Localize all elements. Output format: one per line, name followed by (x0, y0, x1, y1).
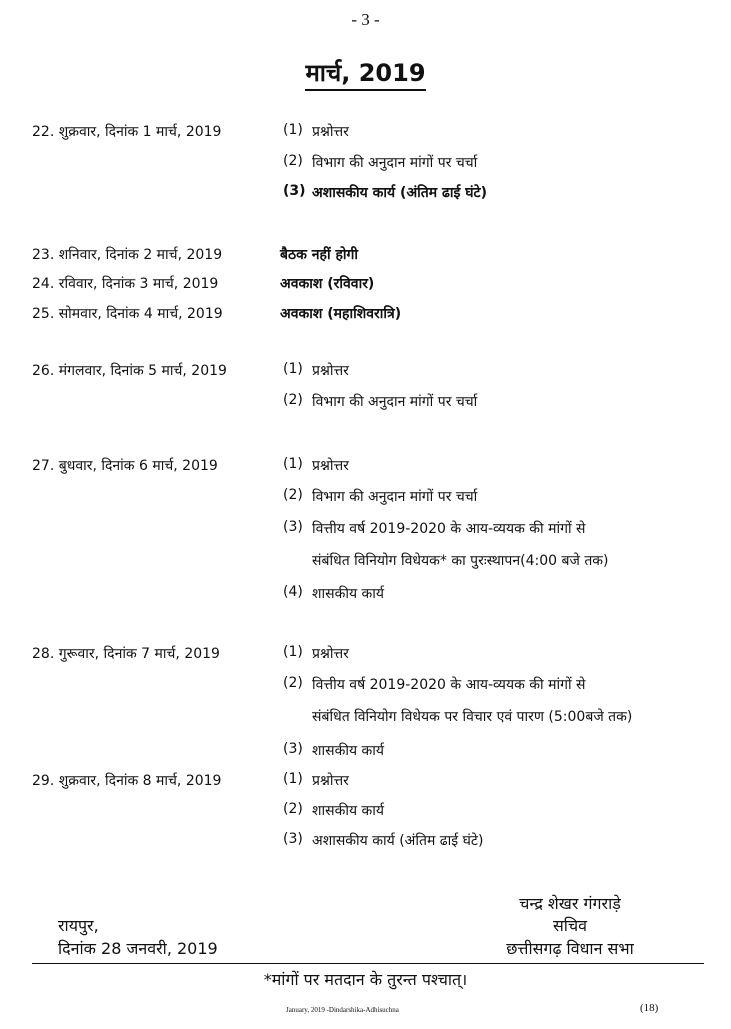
agenda-item: प्रश्नोत्तर (312, 646, 349, 662)
item-number: (2) (283, 801, 303, 817)
agenda-item: प्रश्नोत्तर (312, 458, 349, 474)
agenda-item: अशासकीय कार्य (अंतिम ढाई घंटे) (312, 185, 487, 201)
issue-date: दिनांक 28 जनवरी, 2019 (58, 939, 218, 958)
agenda-item: शासकीय कार्य (312, 586, 385, 602)
item-number: (2) (283, 153, 303, 169)
month-heading (0, 56, 731, 89)
agenda-item: विभाग की अनुदान मांगों पर चर्चा (312, 489, 478, 505)
item-number: (1) (283, 361, 303, 377)
signatory-name: चन्द्र शेखर गंगराड़े (519, 894, 621, 913)
month-title: मार्च, 2019 (305, 59, 425, 91)
item-number: (3) (283, 183, 306, 199)
footer-reference: January, 2019 -Dindarshika-Adhisuchna (286, 1006, 399, 1014)
schedule-note: बैठक नहीं होगी (280, 247, 359, 263)
agenda-item-continuation: संबंधित विनियोग विधेयक* का पुरःस्थापन(4:00 बजे तक) (312, 553, 609, 569)
schedule-date: 27. बुधवार, दिनांक 6 मार्च, 2019 (32, 458, 218, 474)
item-number: (4) (283, 584, 303, 600)
agenda-item: प्रश्नोत्तर (312, 124, 349, 140)
agenda-item: प्रश्नोत्तर (312, 773, 349, 789)
signatory-office: छत्तीसगढ़ विधान सभा (506, 939, 634, 958)
item-number: (2) (283, 675, 303, 691)
item-number: (1) (283, 771, 303, 787)
item-number: (1) (283, 122, 303, 138)
footer-divider (32, 963, 704, 964)
item-number: (2) (283, 487, 303, 503)
item-number: (3) (283, 519, 303, 535)
item-number: (1) (283, 456, 303, 472)
agenda-item: अशासकीय कार्य (अंतिम ढाई घंटे) (312, 833, 484, 849)
agenda-item: शासकीय कार्य (312, 743, 385, 759)
item-number: (3) (283, 741, 303, 757)
schedule-date: 25. सोमवार, दिनांक 4 मार्च, 2019 (32, 306, 223, 322)
agenda-item: प्रश्नोत्तर (312, 363, 349, 379)
schedule-note: अवकाश (महाशिवरात्रि) (280, 306, 402, 322)
issue-place: रायपुर, (58, 916, 99, 935)
schedule-date: 24. रविवार, दिनांक 3 मार्च, 2019 (32, 276, 219, 292)
schedule-date: 26. मंगलवार, दिनांक 5 मार्च, 2019 (32, 363, 227, 379)
agenda-item: वित्तीय वर्ष 2019-2020 के आय-व्ययक की मांगों से (312, 677, 586, 693)
schedule-date: 23. शनिवार, दिनांक 2 मार्च, 2019 (32, 247, 223, 263)
page-number: - 3 - (351, 10, 380, 29)
agenda-item: विभाग की अनुदान मांगों पर चर्चा (312, 155, 478, 171)
agenda-item: शासकीय कार्य (312, 803, 385, 819)
schedule-note: अवकाश (रविवार) (280, 276, 375, 292)
footnote: *मांगों पर मतदान के तुरन्त पश्चात्। (263, 970, 468, 989)
schedule-date: 29. शुक्रवार, दिनांक 8 मार्च, 2019 (32, 773, 222, 789)
footer-page-number: (18) (640, 1002, 659, 1014)
signatory-designation: सचिव (552, 916, 588, 935)
item-number: (1) (283, 644, 303, 660)
schedule-date: 22. शुक्रवार, दिनांक 1 मार्च, 2019 (32, 124, 222, 140)
agenda-item: विभाग की अनुदान मांगों पर चर्चा (312, 394, 478, 410)
item-number: (3) (283, 831, 303, 847)
item-number: (2) (283, 392, 303, 408)
agenda-item: वित्तीय वर्ष 2019-2020 के आय-व्ययक की मांगों से (312, 521, 586, 537)
agenda-item-continuation: संबंधित विनियोग विधेयक पर विचार एवं पारण (5:00बजे तक) (312, 709, 633, 725)
schedule-date: 28. गुरूवार, दिनांक 7 मार्च, 2019 (32, 646, 220, 662)
